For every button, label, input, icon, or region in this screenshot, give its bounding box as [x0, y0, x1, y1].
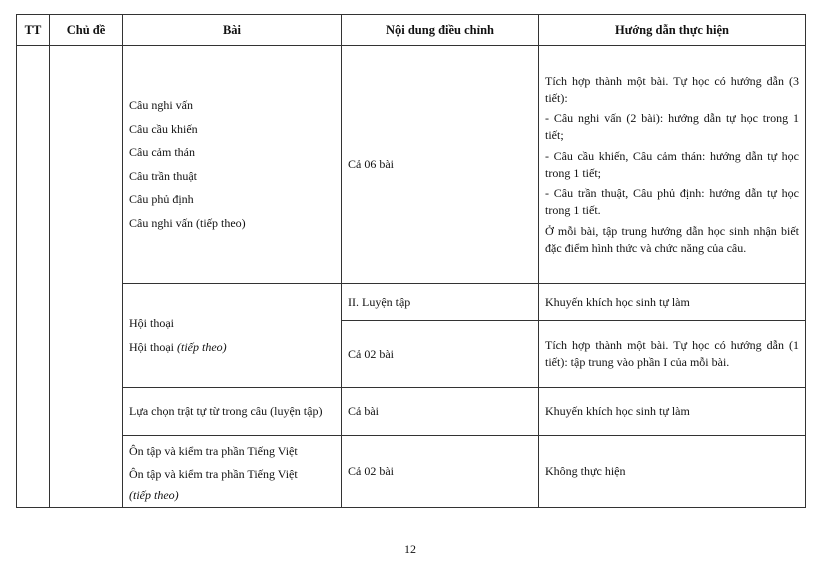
- adjustment-cell: II. Luyện tập: [342, 284, 539, 321]
- lesson-name: Câu nghi vấn (tiếp theo): [129, 215, 246, 230]
- lesson-cell: [123, 284, 342, 388]
- lesson-name-text: Hội thoại: [129, 339, 174, 354]
- page-number: 12: [404, 542, 416, 556]
- lesson-cell: [123, 436, 342, 508]
- guidance-cell: [539, 46, 806, 284]
- header-row: [17, 15, 806, 46]
- guidance-text: - Câu nghi vấn (2 bài): hướng dẫn tự học trong 1 tiết;: [545, 111, 799, 142]
- lesson-suffix: (tiếp theo): [177, 339, 227, 354]
- header-bai: Bài: [123, 15, 342, 46]
- adjustment-cell: Cả 02 bài: [342, 436, 539, 508]
- topic-cell: [50, 46, 123, 508]
- header-huong-dan: Hướng dẫn thực hiện: [539, 15, 806, 46]
- guidance-text: Ở mỗi bài, tập trung hướng dẫn học sinh nhận biết đặc điểm hình thức và chức năng của câu.: [545, 223, 799, 255]
- header-chu-de: Chủ đề: [50, 15, 123, 46]
- guidance-cell: Không thực hiện: [539, 436, 806, 508]
- guidance-cell: Khuyến khích học sinh tự làm: [539, 284, 806, 321]
- guidance-text: Tích hợp thành một bài. Tự học có hướng dẫn (3 tiết):: [545, 73, 799, 105]
- guidance-text: - Câu cầu khiến, Câu cảm thán: hướng dẫn tự học trong 1 tiết;: [545, 148, 799, 180]
- guidance-text: - Câu trần thuật, Câu phủ định: hướng dẫn tự học trong 1 tiết.: [545, 186, 799, 217]
- lesson-name: Câu cảm thán: [129, 145, 195, 159]
- lesson-name: [129, 336, 335, 360]
- table-row: [17, 436, 806, 508]
- guidance-cell: Khuyến khích học sinh tự làm: [539, 388, 806, 436]
- lesson-suffix: (tiếp theo): [129, 487, 179, 502]
- guidance-cell: Tích hợp thành một bài. Tự học có hướng dẫn (1 tiết): tập trung vào phần I của mỗi bài.: [539, 321, 806, 388]
- lesson-cell: Lựa chọn trật tự từ trong câu (luyện tập): [123, 388, 342, 436]
- adjustment-table: [16, 14, 806, 508]
- lesson-name: Câu cầu khiến: [129, 121, 198, 136]
- tt-cell: [17, 46, 50, 508]
- adjustment-cell: Cả 02 bài: [342, 321, 539, 388]
- header-noi-dung: Nội dung điều chỉnh: [342, 15, 539, 46]
- lesson-name: Hội thoại: [129, 316, 174, 330]
- lesson-name: Câu phủ định: [129, 192, 194, 206]
- table-row: [17, 284, 806, 321]
- table-row: [17, 46, 806, 284]
- header-tt: TT: [17, 15, 50, 46]
- lesson-suffix-line: [129, 487, 335, 504]
- lesson-name: Câu trần thuật: [129, 168, 197, 183]
- adjustment-cell: Cả 06 bài: [342, 46, 539, 284]
- table-row: [17, 388, 806, 436]
- lesson-name: Ôn tập và kiểm tra phần Tiếng Việt: [129, 443, 298, 458]
- lesson-name: Ôn tập và kiểm tra phần Tiếng Việt: [129, 467, 298, 481]
- adjustment-cell: Cả bài: [342, 388, 539, 436]
- lesson-name: Câu nghi vấn: [129, 98, 193, 112]
- lesson-cell: [123, 46, 342, 284]
